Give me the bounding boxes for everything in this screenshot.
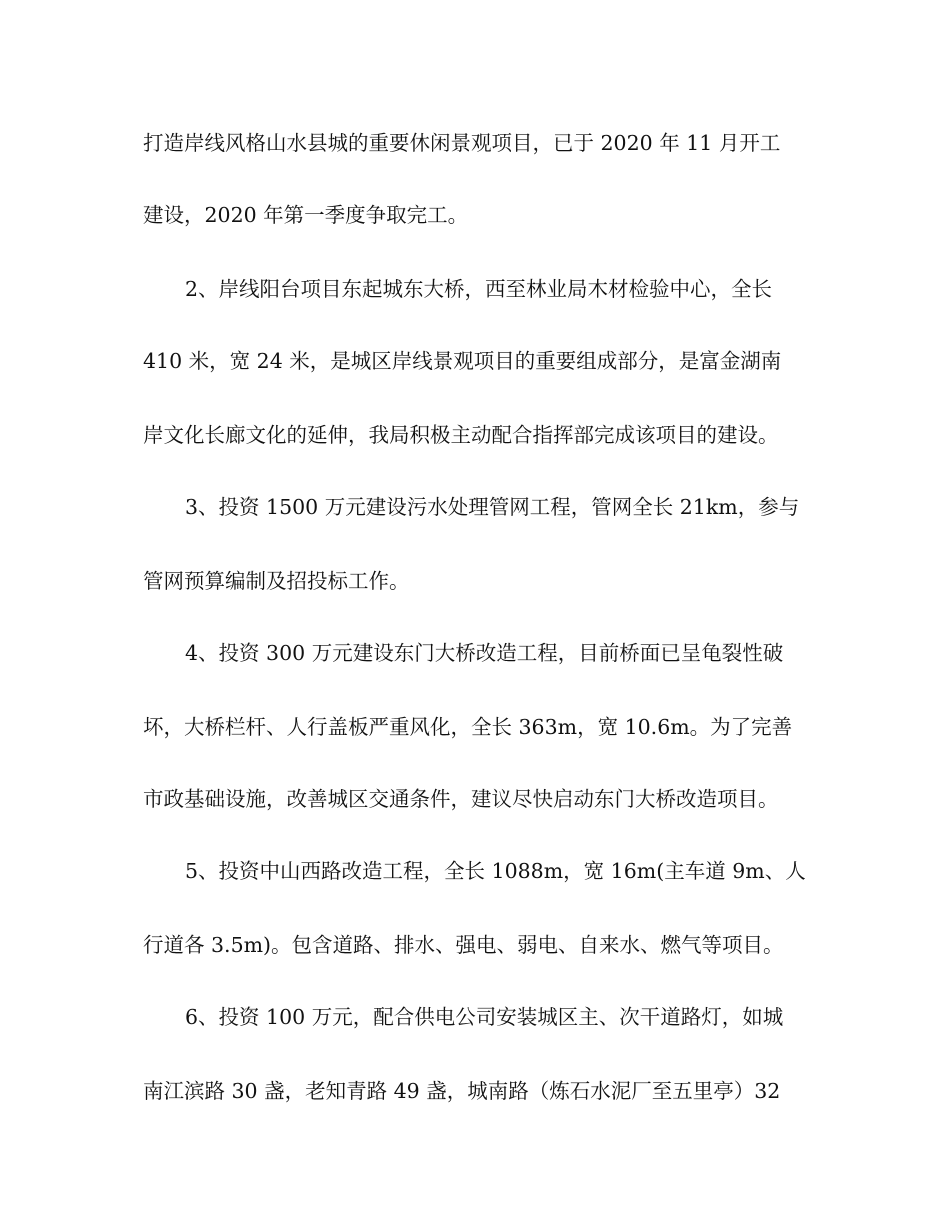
item-3-line-1: 3、投资 1500 万元建设污水处理管网工程，管网全长 21km，参与	[185, 495, 800, 519]
item-4-line-2: 坏，大桥栏杆、人行盖板严重风化，全长 363m，宽 10.6m。为了完善	[143, 715, 793, 739]
paragraph-1-line-2: 建设，2020 年第一季度争取完工。	[143, 203, 469, 227]
item-6-line-2: 南江滨路 30 盏，老知青路 49 盏，城南路（炼石水泥厂至五里亭）32	[143, 1079, 781, 1103]
item-3-line-2: 管网预算编制及招投标工作。	[143, 569, 410, 593]
paragraph-1-line-1: 打造岸线风格山水县城的重要休闲景观项目，已于 2020 年 11 月开工	[143, 131, 781, 155]
item-2-line-3: 岸文化长廊文化的延伸，我局积极主动配合指挥部完成该项目的建设。	[143, 423, 779, 447]
item-4-line-3: 市政基础设施，改善城区交通条件，建议尽快启动东门大桥改造项目。	[143, 787, 779, 811]
item-4-line-1: 4、投资 300 万元建设东门大桥改造工程，目前桥面已呈龟裂性破	[185, 641, 784, 665]
item-2-line-2: 410 米，宽 24 米，是城区岸线景观项目的重要组成部分，是富金湖南	[143, 349, 782, 373]
item-5-line-2: 行道各 3.5m)。包含道路、排水、强电、弱电、自来水、燃气等项目。	[143, 933, 784, 957]
item-6-line-1: 6、投资 100 万元，配合供电公司安装城区主、次干道路灯，如城	[185, 1005, 784, 1029]
item-2-line-1: 2、岸线阳台项目东起城东大桥，西至林业局木材检验中心，全长	[185, 277, 773, 301]
item-5-line-1: 5、投资中山西路改造工程，全长 1088m，宽 16m(主车道 9m、人	[185, 859, 806, 883]
